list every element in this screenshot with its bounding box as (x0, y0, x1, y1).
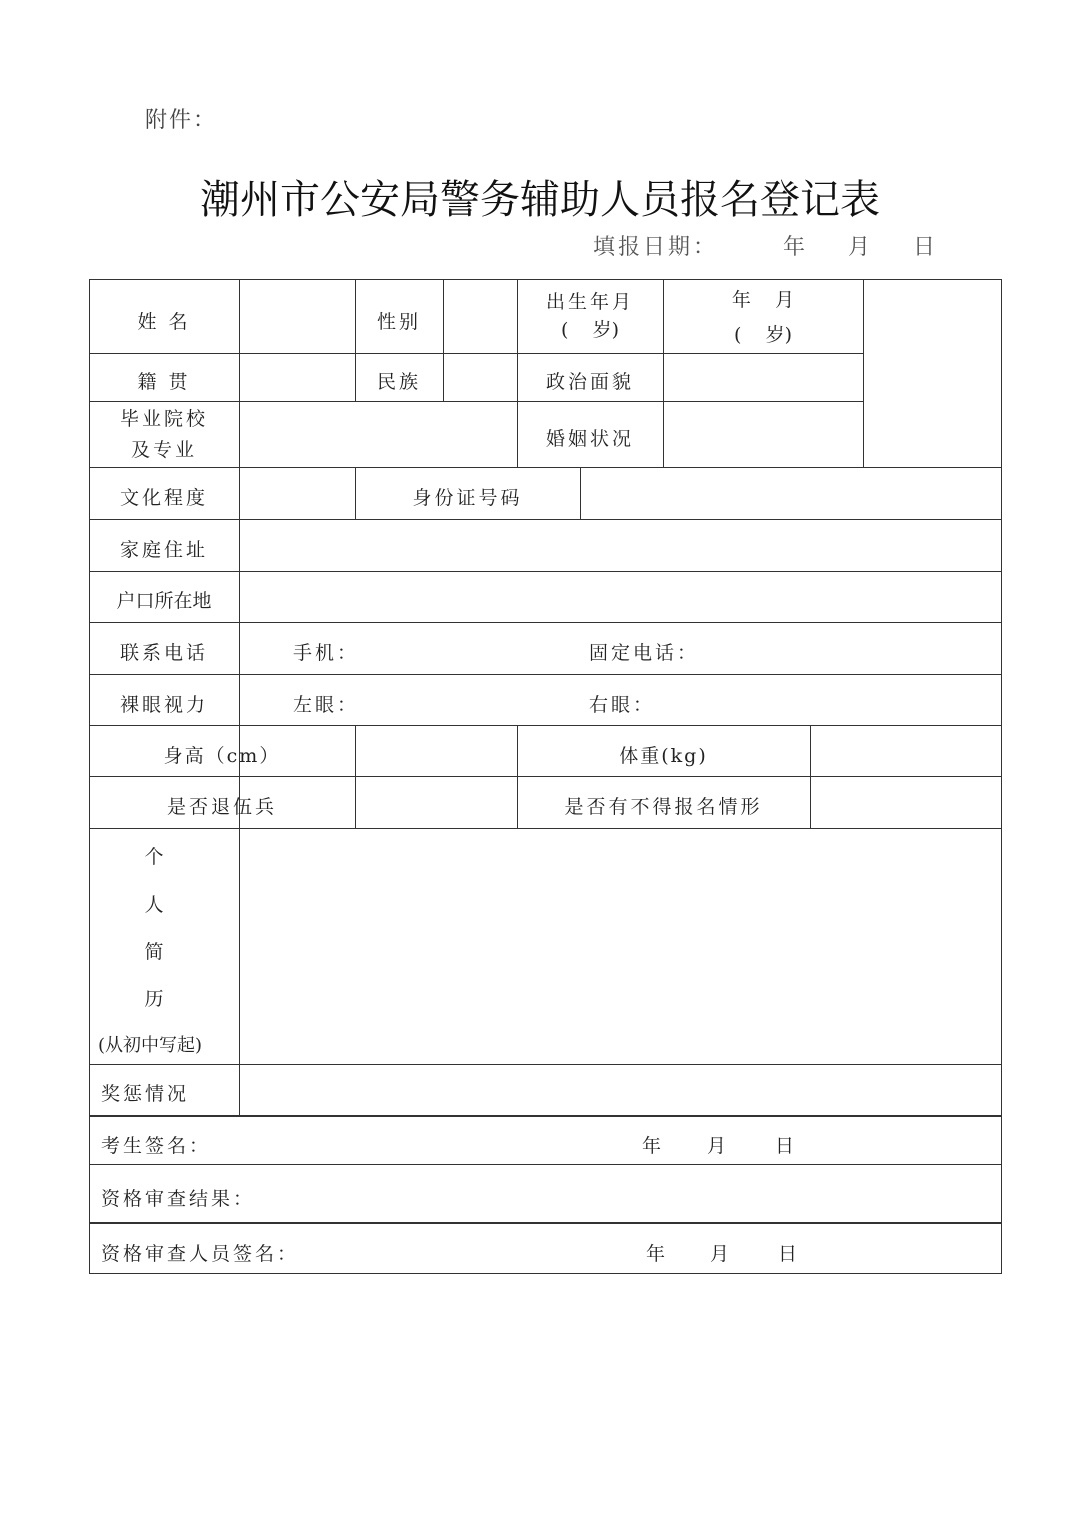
id-number-label: 身份证号码 (412, 487, 523, 509)
reviewer-date-month: 月 (710, 1243, 730, 1265)
marital-status-label: 婚姻状况 (545, 428, 634, 450)
rewards-field[interactable] (240, 1065, 1001, 1115)
marital-status-field[interactable] (664, 402, 863, 467)
row-line (89, 1164, 1002, 1165)
birth-date-field[interactable]: 年 月 (731, 289, 795, 311)
resume-note: (从初中写起) (98, 1035, 203, 1056)
phone-label: 联系电话 (119, 642, 208, 664)
height-label: 身高（cm） (163, 745, 281, 767)
photo-area (864, 280, 1001, 467)
disqualify-label: 是否有不得报名情形 (564, 796, 763, 818)
reviewer-date-day: 日 (778, 1243, 798, 1265)
education-label: 文化程度 (119, 487, 208, 509)
hukou-label: 户口所在地 (116, 590, 212, 612)
birth-label: 出生年月 (545, 291, 634, 313)
rewards-label: 奖惩情况 (101, 1083, 190, 1105)
fill-date-day: 日 (913, 235, 939, 260)
resume-char: 个 (144, 846, 164, 868)
row-line (89, 622, 1002, 623)
fill-date-month: 月 (848, 235, 874, 260)
candidate-date-month: 月 (707, 1135, 727, 1157)
resume-char: 人 (144, 894, 164, 916)
native-place-field[interactable] (240, 354, 355, 401)
row-line (89, 674, 1002, 675)
candidate-date-day: 日 (775, 1135, 795, 1157)
gender-field[interactable] (444, 280, 517, 353)
gender-label: 性别 (376, 311, 421, 333)
ethnicity-field[interactable] (444, 354, 517, 401)
row-line (89, 1222, 1002, 1224)
hukou-field[interactable] (240, 572, 1001, 622)
home-address-label: 家庭住址 (119, 539, 208, 561)
candidate-signature-label: 考生签名： (101, 1135, 212, 1157)
landline-label: 固定电话： (589, 642, 700, 664)
age-field[interactable]: ( 岁) (734, 324, 792, 346)
reviewer-signature-label: 资格审查人员签名： (101, 1243, 300, 1265)
fill-date-year: 年 (783, 235, 809, 260)
reviewer-date-year: 年 (646, 1243, 666, 1265)
review-result-label: 资格审查结果： (101, 1188, 256, 1210)
fill-date-label: 填报日期： (593, 235, 719, 260)
school-field[interactable] (240, 402, 517, 467)
political-status-label: 政治面貌 (545, 371, 634, 393)
resume-char: 历 (144, 988, 164, 1010)
name-field[interactable] (240, 280, 355, 353)
disqualify-field[interactable] (811, 777, 1001, 828)
attachment-label: 附件： (145, 108, 218, 133)
weight-field[interactable] (811, 726, 1001, 776)
resume-char: 简 (144, 941, 164, 963)
ethnicity-label: 民族 (376, 371, 421, 393)
home-address-field[interactable] (240, 520, 1001, 571)
major-label: 及专业 (130, 439, 197, 461)
height-field[interactable] (356, 726, 517, 776)
weight-label: 体重(kg) (619, 745, 708, 767)
native-place-label: 籍 贯 (137, 371, 191, 393)
vision-label: 裸眼视力 (119, 694, 208, 716)
resume-field[interactable] (240, 829, 1001, 1064)
veteran-label: 是否退伍兵 (166, 796, 277, 818)
school-label: 毕业院校 (119, 408, 208, 430)
right-eye-label: 右眼： (589, 694, 656, 716)
page-title: 潮州市公安局警务辅助人员报名登记表 (200, 177, 880, 223)
veteran-field[interactable] (356, 777, 517, 828)
candidate-date-year: 年 (642, 1135, 662, 1157)
mobile-label: 手机： (293, 642, 360, 664)
education-field[interactable] (240, 468, 355, 519)
birth-age-label: ( 岁) (561, 319, 619, 341)
registration-form-table (89, 279, 1002, 1274)
left-eye-label: 左眼： (293, 694, 360, 716)
id-number-field[interactable] (581, 468, 1001, 519)
row-line (89, 1115, 1002, 1117)
table-border-right (1001, 279, 1002, 1274)
name-label: 姓 名 (137, 311, 191, 333)
political-status-field[interactable] (664, 354, 863, 401)
table-border-bottom (89, 1273, 1002, 1274)
fill-date (593, 230, 943, 264)
